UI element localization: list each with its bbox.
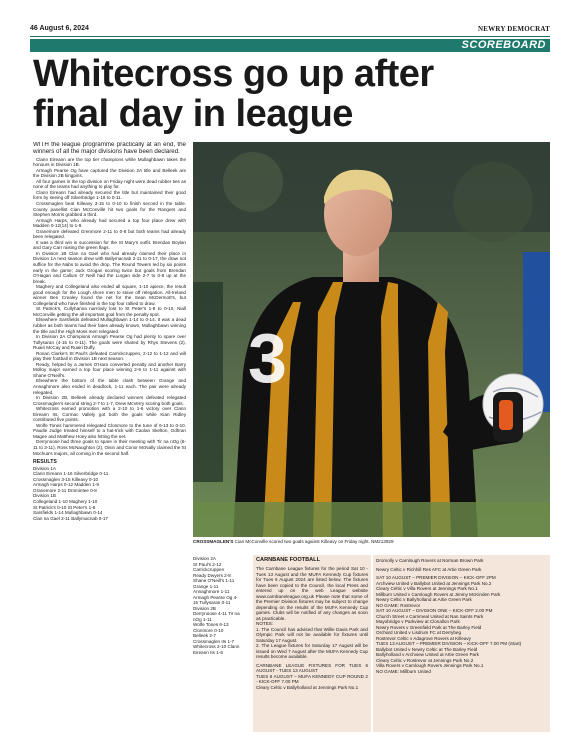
caption-text: Cian McConville scored two goals against Killeavy on Friday night. NM213929	[233, 539, 394, 544]
match-photo	[193, 142, 550, 537]
article-paragraph: Clann Eireann are the top tier champions while Mullaghbawn takes the honours in Division 1B.	[33, 156, 186, 168]
fixture-line: Ballybot United v Newry Celtic at The Barley Field	[376, 646, 478, 652]
carnbane-paragraph: The Carnbane League fixtures for the period Sat 10 - Tues 13 August and the MUFA Kennedy Cup fixtures for Tues 6 August 2024 are listed below. The fixtures have been copied to the Council, the local Press and entered up on the web League website www.carnbaneleague.org.uk Please note that some of the Premier Division fixtures may be subject to change depending on the results of the MUFA Kennedy Cup games. Clubs will be notified of any changes as soon as practicable.	[256, 566, 368, 621]
result-line: Division 2B	[193, 605, 216, 611]
fixture-line: Ballyholland v Archview United at Artie Green Park	[376, 652, 479, 657]
article-paragraph: It was a third win in succession for the St Mary's outfit. Brendan Boylan and Gary Carr raising the green flags.	[33, 239, 186, 251]
article-paragraph: In Division 2B, Belleek already declared winners defeated relegated Crossmaglen's second string 2-7 to 1-7, Drew McVerry scoring both goals.	[33, 395, 186, 406]
fixture-line: Mayobridge v Parkview at Clonallon Park	[376, 619, 460, 624]
result-line: Crossmaglen 3-15 Killeavy 0-10	[33, 476, 99, 482]
article-paragraph: Elsewhere Sarsfields defeated Mullaghbawn 1-14 to 0-14. It was a dead rubber as both teams had their fates already known, Mullaghbawn winning the title and the High Moss men relegated.	[33, 317, 186, 334]
carnbane-title: CARNBANE FOOTBALL	[256, 557, 321, 563]
article-paragraph: In Division 2A Champions Armagh Pearse Og had plenty to spare over Tullysaran (4-15 to 0-11). The goals were shared by Rhys Stevens (2), Ruairi McCay and Ruairi Duffy.	[33, 334, 186, 351]
article-paragraph: Maghery and Collegeland also ended all square, 1-10 apiece, the result good enough for the Lough shore men to stave off relegation. All-Ireland winner Ben Crealey found the net for the Sean McDermott's, but Collegeland who have finished in the top four rallied to draw.	[33, 284, 186, 306]
caption-lead: CROSSMAGLEN'S	[193, 539, 234, 544]
article-paragraph: In Division 1B Clan na Gael who had already claimed their place in Division 1A next season drew with Ballymacnab 2-11 to 0-17, the draw not suffice for the Nabs to avoid the drop. The Round Towers led by six points early in the game; Jack Grogan scoring twice but goals from Brendan O'Hagan and Callum O' Neill had the Lurgan side 2-7 to 0-8 up at the break.	[33, 250, 186, 284]
section-banner	[30, 39, 550, 52]
result-line: Granemore 2-11 Dromintee 0-8	[33, 487, 97, 493]
carnbane-paragraph: CARNBANE LEAGUE FIXTURES FOR TUES 6 AUGUST - TUES 13 AUGUST	[256, 662, 368, 673]
result-line: Whitecross 2-10 Clann Eireann IIs 1-6	[193, 644, 240, 655]
article-paragraph: Whitecross earned promotion with a 2-10 to 1-6 victory over Clann Eireann IIs, Cormac Vallely got both the goals while Kian Ridley contributed five points.	[33, 406, 186, 423]
svg-text:3: 3	[248, 319, 287, 397]
article-paragraph: Wolfe Tones hammered relegated Clonmore to the tune of 6-13 to 0-10. Paudie Judge treated himself to a hat-trick with Caolan Skelton, Odhran Magee and Matthew Hoey also hitting the net.	[33, 422, 186, 439]
fixture-line: Millburn United v Camlough Rovers at Jimmy McKinden Park	[376, 591, 501, 597]
result-line: Division 1B	[33, 493, 56, 499]
article-paragraph: Clann Eireann had already secured the title but maintained their good form by seeing off Silverbridge 1-16 to 0-11.	[33, 189, 186, 201]
headline-line-1: Whitecross go up after	[33, 53, 434, 95]
result-line: Armagh Harps 0-12 Madden 1-9	[33, 482, 99, 488]
result-line: Division 1A	[33, 465, 56, 471]
carnbane-paragraph: NOTES:	[256, 621, 274, 626]
carnbane-paragraph: 1. The Council has advised that Willie Davis Park and Olympic Park will not be available for fixtures until Saturday 17 August.	[256, 626, 368, 643]
fixture-line: TUES 13 AUGUST – PREMIER DIVISION – KICK-OFF 7.00 PM (Start)	[376, 641, 522, 646]
fixture-line: SAT 10 AUGUST – PREMIER DIVISION – KICK-OFF 2PM	[376, 575, 496, 580]
result-line: Derrynoose 4-11 Tir na nOg 1-11	[193, 611, 240, 622]
fixture-line: Newry Rovers v Greenfield Park at The Barley Field	[376, 624, 482, 630]
fixtures-text	[376, 558, 547, 674]
result-line: Collegeland 1-10 Maghery 1-10	[33, 498, 98, 504]
carnbane-panel	[253, 555, 371, 732]
article-paragraph: Armagh Harps, who already had secured a top four place drew with Madden 0-12(14) to 1-9.	[33, 217, 186, 229]
article-paragraph: Crossmaglen beat Killeavy 3-15 to 0-10 to finish second in the table. County panellist Cian McConville hit two goals for the Rangers and Stephen Morris grabbed a third.	[33, 200, 186, 218]
fixture-line: Archview United v Ballybot United at Jennings Park No.2	[376, 580, 492, 586]
results-heading: RESULTS	[33, 459, 57, 466]
result-line: Wolfe Tones 6-13 Clonmore 0-10	[193, 622, 229, 633]
result-line: St Patrick's 0-10 St Peter's 1-8	[33, 504, 96, 510]
carnbane-paragraph: 2. The League fixtures for Saturday 17 August will be issued on Wed 7 August after the MUFA Kennedy Cup results become available.	[256, 643, 368, 659]
fixture-line: Orchard United v Lisdrum FC at Derrybeg	[376, 630, 462, 635]
article-paragraph: Armagh Pearse Og have captured the Division 2A title and Belleek are the Division 2B kingpins.	[33, 167, 186, 179]
fixture-line: Newry Celtic v Richhill Res AFC at Artie Green Park	[376, 566, 482, 572]
headline-line-2: final day in league	[33, 93, 353, 135]
result-line: Sarsfields 1-14 Mullaghbawn 0-14	[33, 510, 103, 516]
article-paragraph: Ready, helped by a James O'Hara converted penalty and another Barry Molloy major earned a top four place winning 2-9 to 1-11 against with Shane O'Neill's.	[33, 361, 186, 378]
result-line: Belleek 2-7 Crossmaglen IIs 1-7	[193, 633, 235, 644]
result-line: St Paul's 2-12 Carrickcruppen	[193, 561, 225, 572]
fixture-line: Rostrevor Celtic v Adagrove Rovers at Killeavy	[376, 635, 471, 641]
carnbane-text	[256, 566, 368, 690]
result-line: Grange 1-11 Annaghmore 1-11	[193, 583, 230, 594]
fixtures-panel	[373, 555, 550, 732]
fixture-line: NO GAME: Millburn United	[376, 668, 431, 674]
article-paragraph: Granemore defeated Grenmore 2-11 to 0-8 but both teams had already been relegated.	[33, 228, 186, 240]
result-line: Ready Dwyers 2-8 Shane O'Neill's 1-11	[193, 572, 235, 583]
fixture-line: Dromolly v Camlough Rovers at Norman Brown Park	[376, 558, 484, 563]
result-line: Clan na Gael 2-11 Ballymacnab 0-17	[33, 515, 108, 521]
article-column	[33, 142, 186, 736]
photo-caption	[193, 539, 550, 545]
fixture-line: SAT 10 AUGUST – DIVISION ONE – KICK-OFF 2.00 PM	[376, 608, 493, 613]
article-paragraph: Derrynoose had three goals to spare in their meeting with Tir na nOg (6-11 to 3-11), Ross McNaughton (2), Oisin and Conor McNally claimed the St Mochua's majors, all coming in the second half.	[33, 439, 186, 456]
section-label: SCOREBOARD	[461, 39, 546, 51]
carnbane-paragraph: TUES 6 AUGUST – MUFA KENNEDY CUP ROUND 2 - KICK-OFF 7.00 PM	[256, 673, 368, 684]
result-line: Division 2A	[193, 556, 216, 561]
fixture-line: Church Street v Carnmeal United at Nan Saints Park	[376, 613, 484, 619]
fixture-line: NO GAME: Rostrevor	[376, 602, 421, 608]
article-body	[33, 157, 186, 457]
header-rule	[30, 36, 550, 37]
fixture-line: Cleary Celtic v Rostrevor at Jennings Park No.2	[376, 657, 474, 663]
results-column-2	[193, 556, 241, 655]
article-paragraph: Elsewhere the bottom of the table clash between Grange and Annaghmore also ended in deadlock, 1-11 each. The pair were already relegated.	[33, 378, 186, 395]
page-info: 46 August 6, 2024	[30, 25, 89, 32]
fixture-line: Cleary Celtic v Villa Rovers at Jennings Park No.1	[376, 586, 478, 591]
fixture-line: Villa Rovers v Camlough Rovers Jennings Park No.1	[376, 663, 484, 668]
result-line: Armagh Pearse Og 4-15 Tullysaran 0-11	[193, 594, 238, 605]
carnbane-paragraph: Cleary Celtic v Ballyholland at Jennings Park No.1	[256, 684, 359, 690]
photo-illustration	[193, 142, 550, 537]
results-list	[33, 466, 186, 521]
page-header	[30, 25, 550, 35]
masthead: NEWRY DEMOCRAT	[478, 25, 550, 33]
article-paragraph: Ronan Clarke's St Paul's defeated Carrickcruppen, 2-12 to 1-12 and will play their football in Division 1B next season.	[33, 350, 186, 362]
article-lead: WITH the league programme practically at an end, the winners of all the major divisions have been declared.	[33, 142, 186, 155]
fixture-line: Newry Celtic v Ballyholland at Artie Green Park	[376, 597, 472, 602]
article-paragraph: All four games in the top division on Friday night were dead rubber ties as none of the teams had anything to play for.	[33, 178, 186, 190]
article-paragraph: St Patrick's, Cullyhanna narrowly lost to St Peter's 1-8 to 0-10, Niall McConville getting the all important goal from the penalty spot.	[33, 306, 186, 317]
headline	[33, 54, 553, 134]
result-line: Clann Eireann 1-16 Silverbridge 0-11	[33, 471, 109, 477]
